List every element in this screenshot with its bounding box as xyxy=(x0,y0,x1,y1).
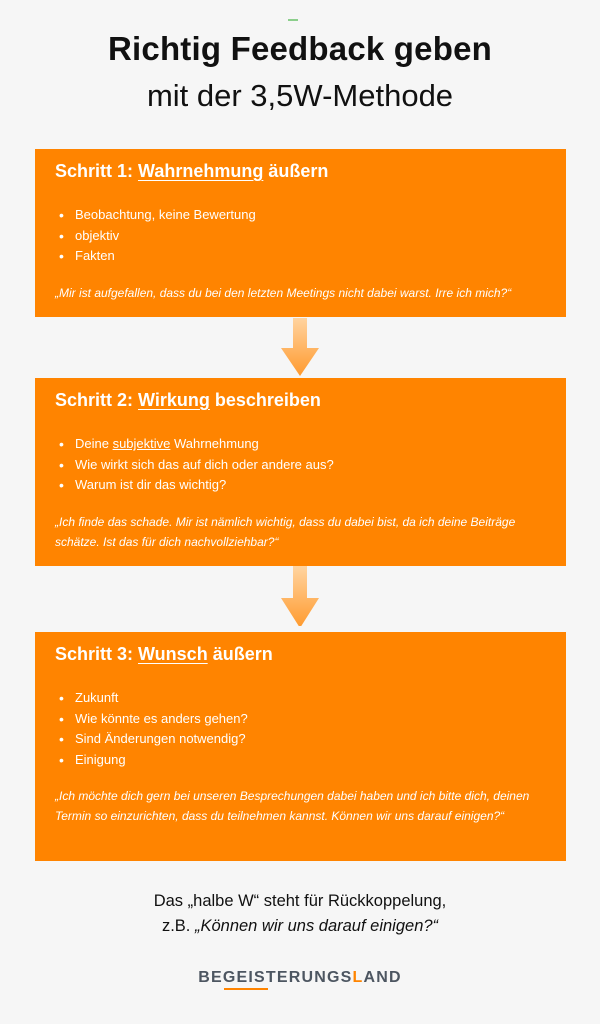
step-2-box xyxy=(35,378,566,566)
step-2-suffix: beschreiben xyxy=(209,390,321,410)
footer-line-2 xyxy=(0,914,600,939)
footer-line-2-prefix: z.B. xyxy=(161,917,195,935)
step-1-prefix: Schritt 1: xyxy=(55,161,139,181)
bullet-text: Deine xyxy=(75,436,113,451)
step-1-suffix: äußern xyxy=(263,161,329,181)
bullet-underlined-word: subjektive xyxy=(112,436,171,451)
step-2-prefix: Schritt 2: xyxy=(55,390,139,410)
logo-accent-letter: L xyxy=(352,969,364,986)
footer-line-1: Das „halbe W“ steht für Rückkoppelung, xyxy=(153,892,447,910)
step-2-example-quote: „Ich finde das schade. Mir ist nämlich wichtig, dass du dabei bist, da ich deine Beiträge schätze. Ist das für dich nachvollziehbar?“ xyxy=(55,514,516,549)
step-1-keyword: Wahrnehmung xyxy=(138,161,264,181)
step-1-heading xyxy=(55,159,546,183)
footer-note xyxy=(0,889,600,939)
step-1-bullet-list xyxy=(55,205,546,267)
list-item: • Sind Änderungen notwendig? xyxy=(75,729,546,750)
list-item: • Wie könnte es anders gehen? xyxy=(75,709,546,730)
top-accent-mark xyxy=(288,19,298,21)
bullet-text: Wahrnehmung xyxy=(170,436,259,451)
step-3-bullet-list xyxy=(55,688,546,770)
step-3-heading xyxy=(55,642,546,666)
brand-logo xyxy=(0,969,600,987)
list-item: • Zukunft xyxy=(75,688,546,709)
step-3-keyword: Wunsch xyxy=(138,644,208,664)
logo-text-part-2: AND xyxy=(363,969,402,986)
step-3-example-quote: „Ich möchte dich gern bei unseren Besprechungen dabei haben und ich bitte dich, deinen Termin so einzurichten, dass du teilnehmen kannst. Können wir uns darauf einigen?“ xyxy=(55,789,530,823)
step-2-bullet-list xyxy=(55,434,546,496)
footer-line-2-quote: „Können wir uns darauf einigen?“ xyxy=(194,917,439,935)
step-3-suffix: äußern xyxy=(207,644,273,664)
list-item: • Einigung xyxy=(75,750,546,771)
list-item: • Warum ist dir das wichtig? xyxy=(75,475,546,496)
logo-text-part-1: BEGEISTERUNGS xyxy=(198,969,353,986)
list-item: • Wie wirkt sich das auf dich oder andere aus? xyxy=(75,455,546,476)
step-3-box xyxy=(35,632,566,861)
list-item: • Fakten xyxy=(75,246,546,267)
step-2-keyword: Wirkung xyxy=(138,390,210,410)
list-item: • objektiv xyxy=(75,226,546,247)
down-arrow-icon xyxy=(281,318,319,378)
page-subtitle: mit der 3,5W-Methode xyxy=(146,78,454,113)
step-1-box xyxy=(35,149,566,317)
page-title: Richtig Feedback geben xyxy=(108,30,492,67)
logo-underline xyxy=(224,988,268,990)
list-item xyxy=(75,434,546,455)
step-2-heading xyxy=(55,388,546,412)
step-3-prefix: Schritt 3: xyxy=(55,644,139,664)
step-1-example-quote: „Mir ist aufgefallen, dass du bei den letzten Meetings nicht dabei warst. Irre ich mich?“ xyxy=(55,285,512,300)
list-item: • Beobachtung, keine Bewertung xyxy=(75,205,546,226)
down-arrow-icon xyxy=(281,566,319,626)
